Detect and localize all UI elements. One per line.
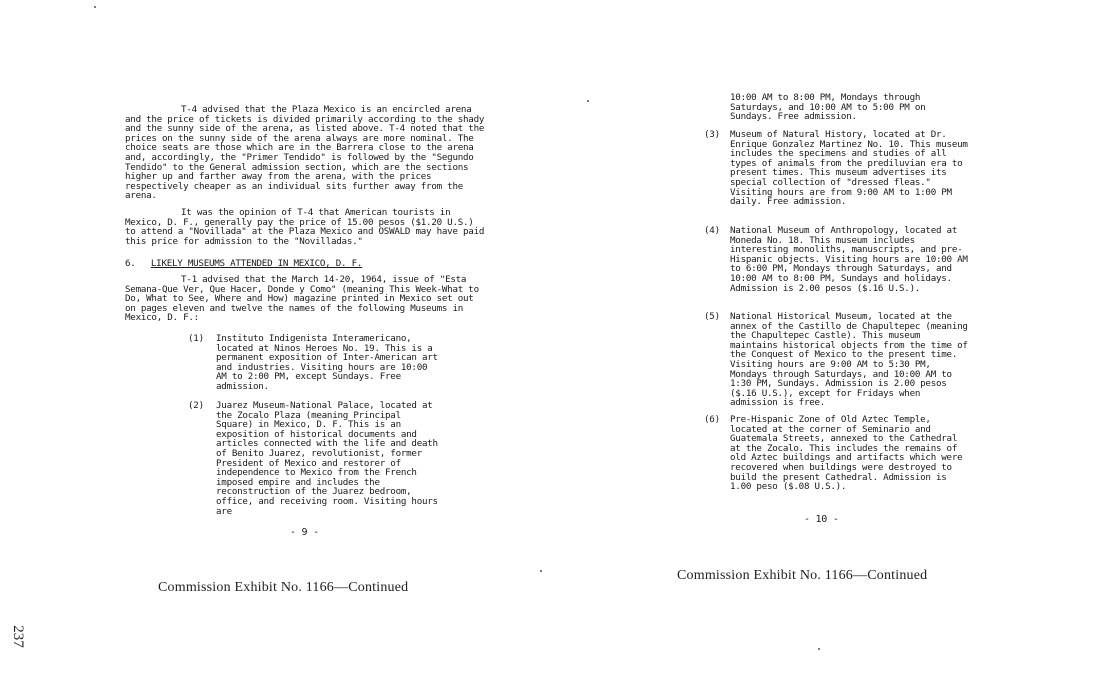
exhibit-caption: Commission Exhibit No. 1166—Continued <box>677 568 928 583</box>
scan-speck <box>540 570 542 572</box>
page-number: - 9 - <box>290 527 319 538</box>
item-text: National Historical Museum, located at the annex of the Castillo de Chapultepec (meaning the Chapultepec Castle). This museum maintains historical objects from the time of the Conquest of Mexico to the present time. Visiting hours are 9:00 AM to 5:30 PM, Mondays through Saturdays, and 10:00 AM to 1:30 PM, Sundays. Admission is 2.00 pesos ($.16 U.S.), except for Fridays when admission is free. <box>730 311 968 409</box>
exhibit-caption: Commission Exhibit No. 1166—Continued <box>158 580 409 595</box>
side-page-number: 237 <box>9 625 26 648</box>
scan-speck <box>94 6 96 8</box>
item-text: Pre-Hispanic Zone of Old Aztec Temple, located at the corner of Seminario and Guatemala Streets, annexed to the Cathedral at the Zocalo. This includes the remains of old Aztec buildings and artifacts which were recovered when buildings were destroyed to build the present Cathedral. Admission is 1.00 peso ($.08 U.S.). <box>730 414 963 493</box>
page-number: - 10 - <box>804 514 839 525</box>
item-text: Museum of Natural History, located at Dr. Enrique Gonzalez Martinez No. 10. This museum includes the specimens and studies of all types of animals from the prediluvian era to present times. This museum advertises its special collection of "dressed fleas." Visiting hours are from 9:00 AM to 1:00 PM daily. Free admission. <box>730 129 968 208</box>
item-number: (2) <box>188 400 204 411</box>
section-heading-row <box>125 259 485 269</box>
item-number: (3) <box>704 129 720 140</box>
continuation-text: 10:00 AM to 8:00 PM, Mondays through Saturdays, and 10:00 AM to 5:00 PM on Sundays. Free admission. <box>730 92 926 123</box>
item-number: (6) <box>704 414 720 425</box>
item-text: National Museum of Anthropology, located at Moneda No. 18. This museum includes interesting monoliths, manuscripts, and pre-Hispanic objects. Visiting hours are 10:00 AM to 6:00 PM, Mondays through Saturdays, and 10:00 AM to 8:00 PM, Sundays and holidays. Admission is 2.00 pesos ($.16 U.S.). <box>730 225 968 294</box>
item-text: Juarez Museum-National Palace, located at the Zocalo Plaza (meaning Principal Square) in Mexico, D. F. This is an exposition of historical documents and articles connected with the life and death of Benito Juarez, revolutionist, former President of Mexico and restorer of independence to Mexico from the French imposed empire and includes the reconstruction of the Juarez bedroom, office, and receiving room. Visiting hours are <box>216 400 438 517</box>
scan-speck <box>818 648 820 650</box>
item-text: Instituto Indigenista Interamericano, located at Ninos Heroes No. 19. This is a permanent exposition of Inter-American art and industries. Visiting hours are 10:00 AM to 2:00 PM, except Sundays. Free admission. <box>216 333 438 392</box>
item-number: (5) <box>704 311 720 322</box>
item-number: (1) <box>188 333 204 344</box>
section-heading: LIKELY MUSEUMS ATTENDED IN MEXICO, D. F. <box>150 258 363 269</box>
item-number: (4) <box>704 225 720 236</box>
paragraph-t1-magazine: T-1 advised that the March 14-20, 1964, issue of "Esta Semana-Que Ver, Que Hacer, Donde y Como" (meaning This Week-What to Do, What to See, Where and How) magazine printed in Mexico set out on pages eleven and twelve the names of the following Museums in Mexico, D. F.: <box>125 274 479 324</box>
right-page <box>547 0 1094 691</box>
paragraph-t4-plaza: T-4 advised that the Plaza Mexico is an encircled arena and the price of tickets is divided primarily according to the shady and the sunny side of the arena, as listed above. T-4 noted that the prices on the sunny side of the arena always are more nominal. The choice seats are those which are in the Barrera close to the arena and, accordingly, the "Primer Tendido" is followed by the "Segundo Tendido" to the General admission section, which are the sections higher up and farther away from the arena, with the prices respectively cheaper as an individual sits further away from the arena. <box>125 104 485 202</box>
scan-speck <box>587 100 589 102</box>
section-number: 6. <box>125 258 136 269</box>
paragraph-t4-opinion: It was the opinion of T-4 that American tourists in Mexico, D. F., generally pay the price of 15.00 pesos ($1.20 U.S.) to attend a "Novillada" at the Plaza Mexico and OSWALD may have paid this price for admission to the "Novilladas." <box>125 207 485 247</box>
